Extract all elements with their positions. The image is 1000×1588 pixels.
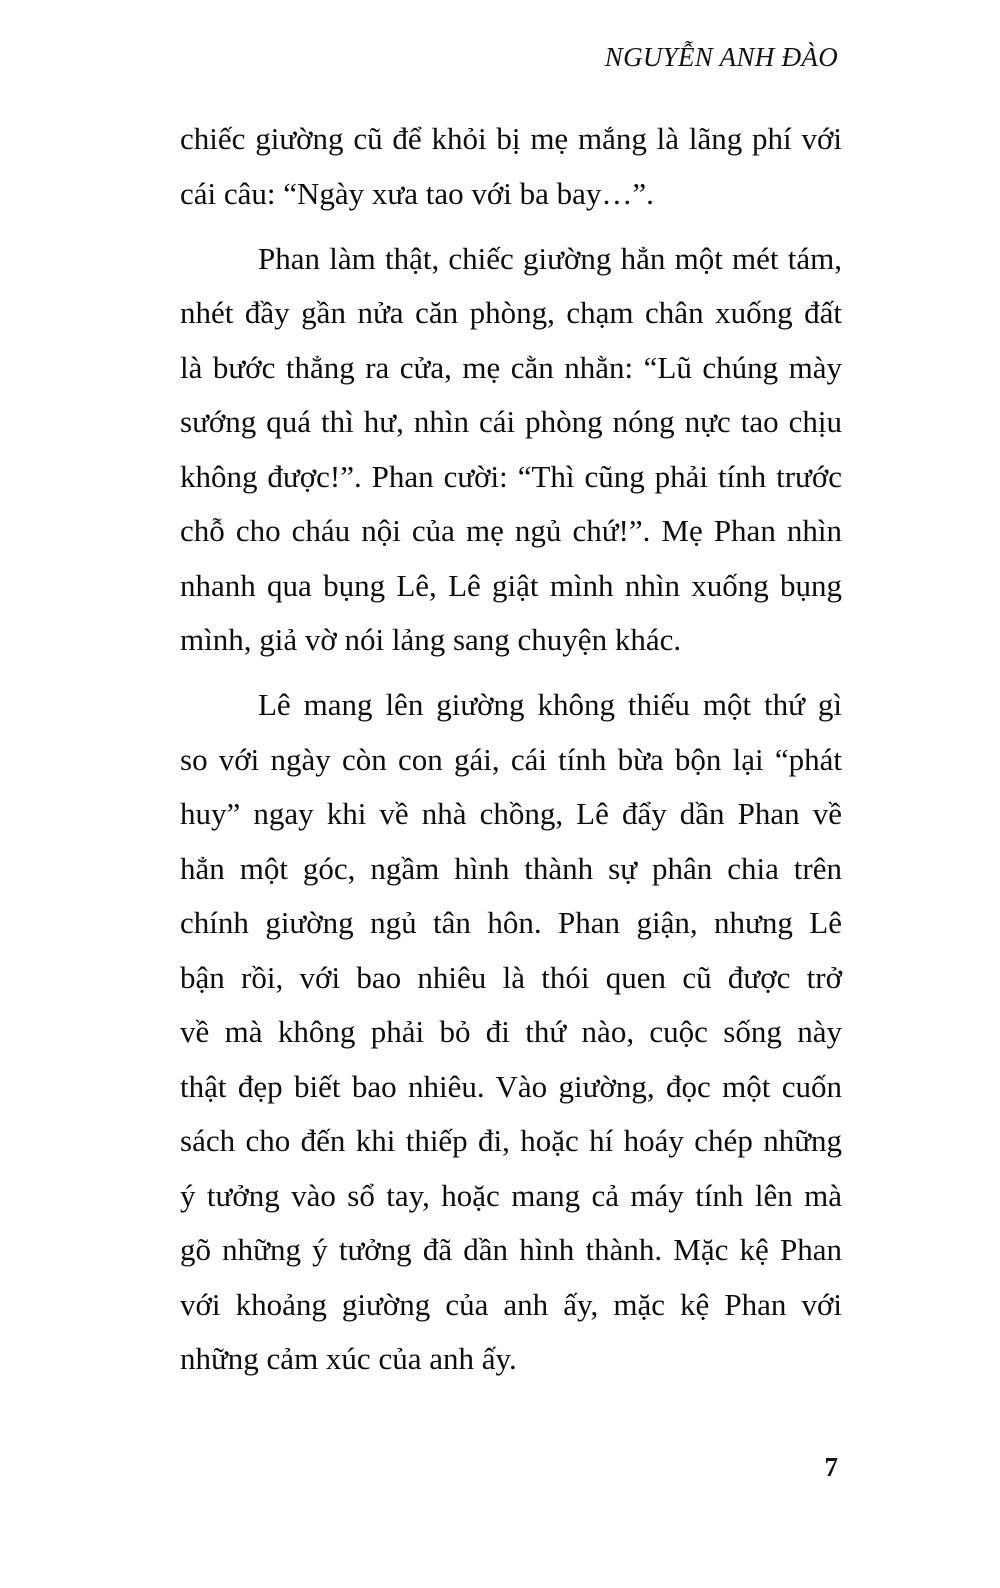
text-line: mình, giả vờ nói lảng sang chuyện khác. bbox=[180, 622, 682, 657]
text-line: chính giường ngủ tân hôn. Phan giận, nhưng Lê bbox=[180, 905, 842, 940]
text-line: chiếc giường cũ để khỏi bị mẹ mắng là lãng phí với bbox=[180, 121, 842, 156]
text-line: huy” ngay khi về nhà chồng, Lê đẩy dần Phan về bbox=[180, 796, 842, 831]
text-line: hẳn một góc, ngầm hình thành sự phân chia trên bbox=[180, 850, 842, 886]
text-line: Lê mang lên giường không thiếu một thứ gì bbox=[258, 687, 842, 722]
text-line: thật đẹp biết bao nhiêu. Vào giường, đọc một cuốn bbox=[180, 1068, 842, 1104]
text-line: so với ngày còn con gái, cái tính bừa bộn lại “phát bbox=[180, 741, 842, 777]
text-line: sách cho đến khi thiếp đi, hoặc hí hoáy chép những bbox=[180, 1123, 842, 1158]
paragraph-gap bbox=[180, 668, 842, 679]
text-line: không được!”. Phan cười: “Thì cũng phải tính trước bbox=[180, 458, 842, 494]
text-line: gõ những ý tưởng đã dần hình thành. Mặc kệ Phan bbox=[180, 1232, 842, 1267]
paragraph-gap bbox=[180, 221, 842, 232]
text-line: cái câu: “Ngày xưa tao với ba bay…”. bbox=[180, 175, 654, 211]
running-header-author: NGUYỄN ANH ĐÀO bbox=[604, 42, 838, 72]
paragraph-2 bbox=[180, 232, 842, 668]
paragraph-3 bbox=[180, 678, 842, 1387]
text-line: nhét đầy gần nửa căn phòng, chạm chân xuống đất bbox=[180, 295, 842, 330]
body-text bbox=[180, 112, 842, 1387]
text-line: là bước thẳng ra cửa, mẹ cằn nhằn: “Lũ chúng mày bbox=[180, 349, 842, 385]
text-line: bận rồi, với bao nhiêu là thói quen cũ được trở bbox=[180, 959, 842, 995]
page-number: 7 bbox=[824, 1452, 838, 1482]
paragraph-1 bbox=[180, 112, 842, 221]
text-line: sướng quá thì hư, nhìn cái phòng nóng nực tao chịu bbox=[180, 404, 842, 439]
text-line: ý tưởng vào sổ tay, hoặc mang cả máy tính lên mà bbox=[180, 1177, 842, 1213]
text-line: về mà không phải bỏ đi thứ nào, cuộc sống này bbox=[180, 1014, 842, 1049]
text-line: nhanh qua bụng Lê, Lê giật mình nhìn xuống bụng bbox=[180, 567, 842, 603]
text-line: với khoảng giường của anh ấy, mặc kệ Phan với bbox=[180, 1286, 842, 1322]
text-line: Phan làm thật, chiếc giường hẳn một mét tám, bbox=[258, 240, 842, 276]
text-line: những cảm xúc của anh ấy. bbox=[180, 1341, 517, 1376]
text-line: chỗ cho cháu nội của mẹ ngủ chứ!”. Mẹ Phan nhìn bbox=[180, 513, 842, 548]
